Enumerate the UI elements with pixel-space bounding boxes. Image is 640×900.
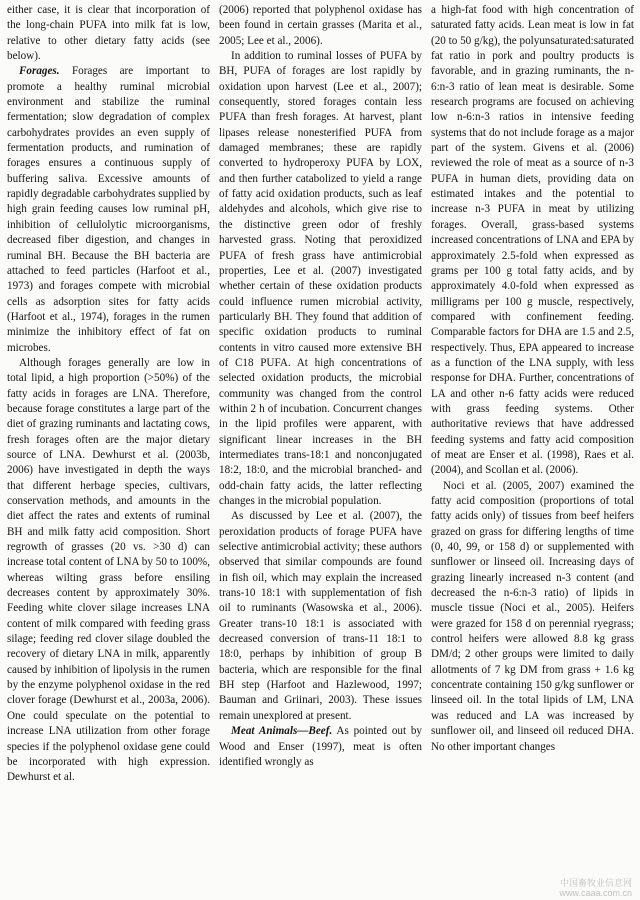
paragraph-meat-animals [219,724,422,770]
paragraph: In addition to ruminal losses of PUFA by BH, PUFA of forages are lost rapidly by oxidation upon harvest (Lee et al., 2007); consequently, stored forages contain less PUFA than fresh forages. At harvest, plant lipases release nonesterified PUFA from damaged membranes; these are rapidly converted to hydroperoxy PUFA by LOX, and then further catabolized to yield a range of fatty acid oxidation products, such as leaf aldehydes and alcohols, which give rise to the distinctive green odor of freshly harvested grass. Noting that peroxidized PUFA of fresh grass have antimicrobial properties, Lee et al. (2007) investigated whether certain of these oxidation products could influence rumen microbial activity, particularly BH. They found that addition of specific oxidation products to ruminal contents in vitro caused more extensive BH of C18 PUFA. At high concentrations of selected oxidation products, the microbial community was changed from the control within 2 h of incubation. Concurrent changes in the lipid profiles were apparent, with significant linear increases in the BH intermediates trans-18:1 and nonconjugated 18:2, 18:0, and the microbial branched- and odd-chain fatty acids, the latter reflecting changes in the microbial population. [219,50,422,507]
paragraph: As discussed by Lee et al. (2007), the peroxidation products of forage PUFA have selective antimicrobial activity; these authors observed that similar compounds are found in fish oil, which may explain the increased trans-10 18:1 with supplementation of fish oil to ruminants (Wasowska et al., 2006). Greater trans-10 18:1 is associated with decreased conversion of trans-11 18:1 to 18:0, perhaps by inhibition of group B bacteria, which are responsible for the final BH step (Harfoot and Hazlewood, 1997; Bauman and Griinari, 2003). These issues remain unexplored at present. [219,510,422,722]
text-column-right [431,3,634,900]
section-heading: Forages. [19,65,60,78]
text-column-middle [219,3,422,900]
paragraph: Noci et al. (2005, 2007) examined the fatty acid composition (proportions of total fatty acids only) of tissues from beef heifers grazed on grass for differing lengths of time (0, 40, 99, or 158 d) or supplemented with sunflower or linseed oil. Increasing days of grazing linearly increased n-3 content (and decreased the n-6:n-3 ratio) of lipids in muscle tissue (Noci et al., 2005). Heifers were grazed for 158 d on perennial ryegrass; control heifers were allowed 8.8 kg grass DM/d; 2 other groups were limited to daily allotments of 7 kg DM from grass + 1.6 kg concentrate containing 150 g/kg sunflower or linseed oil. In the total lipids of LM, LNA was reduced and LA was increased by sunflower oil, and linseed oil reduced DHA. No other important changes [431,479,634,753]
paragraph-text: Forages are important to promote a healthy ruminal microbial environment and stabilize the ruminal fermentation; slow degradation of complex carbohydrates provides an even supply of fermentation products, and rumination of forages ensures a continuous supply of buffering saliva. Excessive amounts of rapidly degradable carbohydrates supplied by high grain feeding causes low ruminal pH, inhibition of cellulolytic microorganisms, decreased fiber digestion, and changes in ruminal BH. Because the BH bacteria are attached to feed particles (Harfoot et al., 1973) and forages compete with microbial cells as adsorption sites for fatty acids (Harfoot et al., 1974), forages in the rumen minimize the inhibitory effect of fat on microbes. [7,65,210,354]
paragraph-forages [7,64,210,356]
paragraph-text: As pointed out by Wood and Enser (1997), meat is often identified wrongly as [219,725,422,768]
paragraph: a high-fat food with high concentration of saturated fatty acids. Lean meat is low in fat (20 to 50 g/kg), the polyunsaturated:saturated fat ratio in pork and poultry products is favorable, and in grazing ruminants, the n-6:n-3 ratio of lean meat is desirable. Some research programs are focused on achieving low n-6:n-3 ratios in intensive feeding systems that do not include forage as a major part of the system. Givens et al. (2006) reviewed the role of meat as a source of n-3 PUFA in human diets, providing data on estimated intakes and the potential to increase n-3 PUFA in meat by utilizing forages. Overall, grass-based systems increased concentrations of LNA and EPA by approximately 2.5-fold when expressed as grams per 100 g total fatty acids, and by approximately 4.0-fold when expressed as milligrams per 100 g muscle, respectively, compared with confinement feeding. Comparable factors for DHA are 1.5 and 2.5, respectively. Thus, EPA appeared to increase as a function of the LNA supply, with less response for DHA. Further, concentrations of LA and other n-6 fatty acids were reduced with grass feeding systems. Other authoritative reviews that have addressed feeding systems and fatty acid composition of meat are Enser et al. (1998), Raes et al. (2004), and Scollan et al. (2006). [431,4,634,477]
paragraph: Although forages generally are low in total lipid, a high proportion (>50%) of the fatty acids in forages are LNA. Therefore, because forage constitutes a large part of the diet of grazing ruminants and lactating cows, fresh forages often are the major dietary source of LNA. Dewhurst et al. (2003b, 2006) have investigated in depth the ways that different herbage species, cultivars, conservation methods, and amounts in the diet affect the rates and extents of ruminal BH and milk fatty acid composition. Short regrowth of grasses (20 vs. >30 d) can increase total content of LNA by 50 to 100%, whereas wilting grass before ensiling decreases content by approximately 30%. Feeding white clover silage increases LNA content of milk compared with feeding grass silage; feeding red clover silage doubled the recovery of dietary LNA in milk, apparently caused by inhibition of lipolysis in the rumen by the enzyme polyphenol oxidase in the red clover forage (Dewhurst et al., 2003a, 2006). One could speculate on the potential to increase LNA utilization from other forage species if the polyphenol oxidase gene could be incorporated with high expression. Dewhurst et al. [7,356,210,784]
paragraph: (2006) reported that polyphenol oxidase has been found in certain grasses (Marita et al., 2005; Lee et al., 2006). [219,4,422,47]
watermark-title: 中国畜牧业信息网 [559,878,632,888]
site-watermark [559,878,632,898]
section-heading: Meat Animals—Beef. [231,725,333,738]
text-column-left [7,3,210,900]
watermark-url: www.caaa.com.cn [559,888,632,898]
paragraph: either case, it is clear that incorporation of the long-chain PUFA into milk fat is low, relative to other dietary fatty acids (see below). [7,4,210,63]
